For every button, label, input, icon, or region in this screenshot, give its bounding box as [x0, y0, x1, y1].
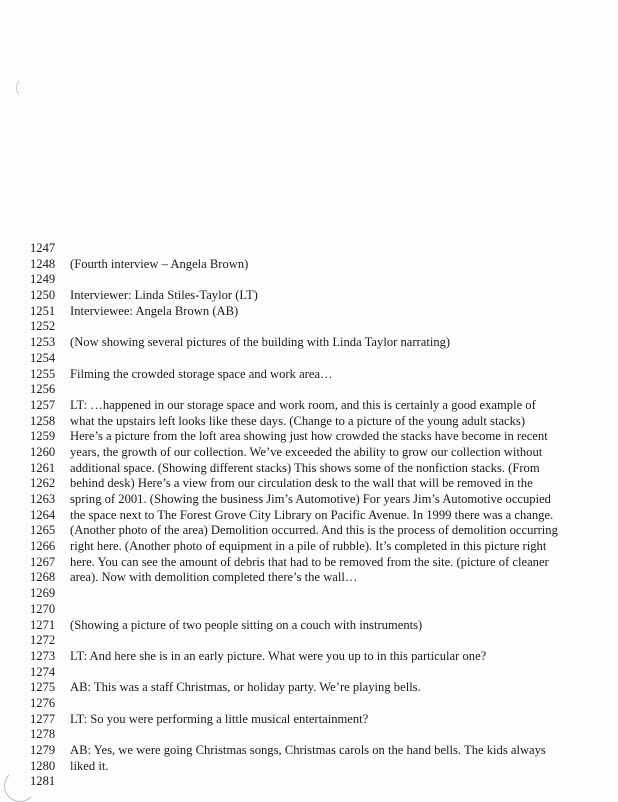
line-number: 1264	[30, 507, 56, 522]
line-text: (Another photo of the area) Demolition occurred. And this is the process of demolition occurring	[70, 523, 558, 538]
line-number: 1254	[30, 350, 56, 365]
line-text: AB: Yes, we were going Christmas songs, Christmas carols on the hand bells. The kids always	[70, 743, 546, 757]
line-number: 1249	[30, 272, 56, 287]
transcript-line	[0, 257, 618, 273]
line-text: what the upstairs left looks like these days. (Change to a picture of the young adult stacks)	[70, 413, 526, 428]
transcript-line	[0, 570, 618, 586]
line-number: 1271	[30, 617, 56, 632]
line-text: here. You can see the amount of debris that had to be removed from the site. (picture of cleaner	[70, 554, 549, 569]
transcript-line	[0, 618, 618, 634]
transcript-line	[0, 680, 618, 696]
line-number: 1268	[30, 570, 56, 585]
transcript-line	[0, 523, 618, 539]
line-number: 1256	[30, 382, 56, 397]
transcript-line	[0, 382, 618, 398]
line-number: 1279	[30, 743, 56, 757]
line-text: area). Now with demolition completed there’s the wall…	[70, 570, 358, 585]
line-text: spring of 2001. (Showing the business Jim’s Automotive) For years Jim’s Automotive occupied	[70, 492, 551, 506]
line-text: Interviewer: Linda Stiles-Taylor (LT)	[70, 288, 258, 303]
transcript-line	[0, 633, 618, 649]
line-number: 1280	[30, 758, 56, 773]
line-text: (Showing a picture of two people sitting on a couch with instruments)	[70, 617, 423, 632]
line-number: 1258	[30, 413, 56, 428]
line-number: 1266	[30, 539, 56, 554]
line-number: 1250	[30, 288, 56, 303]
transcript-line	[0, 241, 618, 257]
transcript-line	[0, 429, 618, 445]
line-number: 1265	[30, 523, 56, 538]
line-text: (Now showing several pictures of the building with Linda Taylor narrating)	[70, 335, 451, 350]
transcript-line	[0, 649, 618, 665]
transcript-line	[0, 586, 618, 602]
transcript-line	[0, 492, 618, 508]
line-number: 1272	[30, 633, 56, 648]
transcript-line	[0, 602, 618, 618]
transcript-body	[0, 241, 618, 790]
line-number: 1276	[30, 695, 56, 710]
line-text: additional space. (Showing different stacks) This shows some of the nonfiction stacks. (From	[70, 460, 540, 475]
line-number: 1267	[30, 554, 56, 569]
line-text: LT: …happened in our storage space and work room, and this is certainly a good example of	[70, 397, 536, 412]
line-number: 1257	[30, 397, 56, 412]
line-text: Here’s a picture from the loft area showing just how crowded the stacks have become in recent	[70, 429, 548, 444]
line-number: 1270	[30, 601, 56, 616]
line-number: 1261	[30, 460, 56, 475]
transcript-line	[0, 461, 618, 477]
line-number: 1273	[30, 648, 56, 663]
transcript-line	[0, 414, 618, 430]
transcript-line	[0, 774, 618, 790]
transcript-line	[0, 335, 618, 351]
transcript-line	[0, 351, 618, 367]
line-text: LT: And here she is in an early picture. What were you up to in this particular one?	[70, 648, 487, 663]
line-text: right here. (Another photo of equipment in a pile of rubble). It’s completed in this picture right	[70, 539, 547, 554]
line-number: 1252	[30, 319, 56, 334]
line-number: 1281	[30, 774, 56, 789]
transcript-line	[0, 304, 618, 320]
line-number: 1275	[30, 680, 56, 695]
line-text: Interviewee: Angela Brown (AB)	[70, 303, 239, 318]
line-number: 1251	[30, 303, 56, 318]
line-number: 1277	[30, 711, 56, 726]
line-text: (Fourth interview – Angela Brown)	[70, 256, 249, 271]
line-number: 1263	[30, 492, 56, 506]
transcript-line	[0, 398, 618, 414]
transcript-line	[0, 712, 618, 728]
line-number: 1262	[30, 476, 56, 491]
transcript-line	[0, 288, 618, 304]
line-text: the space next to The Forest Grove City Library on Pacific Avenue. In 1999 there was a change.	[70, 507, 554, 522]
line-text: LT: So you were performing a little musical entertainment?	[70, 711, 369, 726]
line-text: Filming the crowded storage space and work area…	[70, 366, 333, 381]
transcript-line	[0, 665, 618, 681]
line-text: behind desk) Here’s a view from our circulation desk to the wall that will be removed in the	[70, 476, 533, 491]
line-number: 1247	[30, 241, 56, 255]
line-number: 1255	[30, 366, 56, 381]
transcript-line	[0, 508, 618, 524]
line-number: 1278	[30, 727, 56, 742]
line-text: liked it.	[70, 758, 109, 773]
transcript-line	[0, 476, 618, 492]
transcript-line	[0, 539, 618, 555]
transcript-line	[0, 445, 618, 461]
line-number: 1248	[30, 256, 56, 271]
line-text: years, the growth of our collection. We’ve exceeded the ability to grow our collection without	[70, 444, 543, 459]
transcript-line	[0, 555, 618, 571]
line-text: AB: This was a staff Christmas, or holiday party. We’re playing bells.	[70, 680, 421, 695]
transcript-line	[0, 367, 618, 383]
transcript-line	[0, 759, 618, 775]
transcript-line	[0, 696, 618, 712]
transcript-line	[0, 319, 618, 335]
line-number: 1274	[30, 664, 56, 679]
line-number: 1259	[30, 429, 56, 444]
line-number: 1260	[30, 444, 56, 459]
transcript-line	[0, 743, 618, 759]
line-number: 1253	[30, 335, 56, 350]
transcript-line	[0, 272, 618, 288]
line-number: 1269	[30, 586, 56, 601]
scan-hole-mark-top	[16, 78, 36, 98]
transcript-line	[0, 727, 618, 743]
